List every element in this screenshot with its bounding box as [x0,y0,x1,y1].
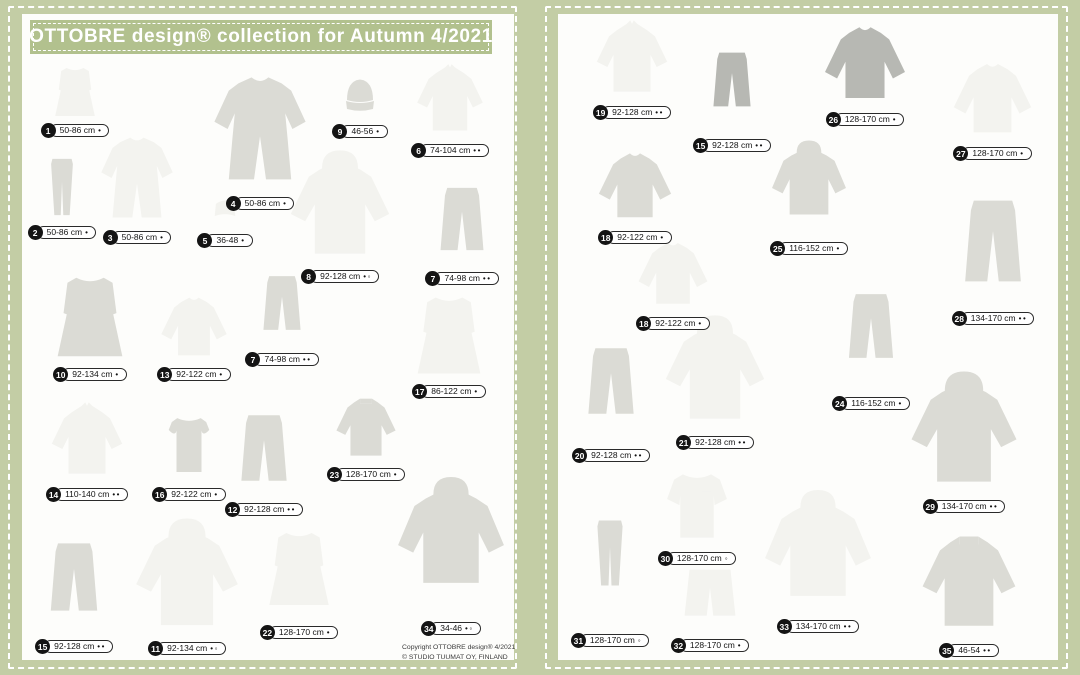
hoodie-icon [755,478,881,618]
item-size-pill [157,642,226,656]
item-size-text: 50-86 cm [59,125,96,136]
tshirt-icon [645,462,749,550]
item-number-badge: 30 [658,551,673,566]
catalog-item-right-31 [573,474,647,648]
item-label [301,269,379,284]
item-difficulty-dots: • [376,126,381,136]
item-difficulty-dots: • [892,114,898,124]
item-size-pill [430,622,480,636]
item-size-pill [948,644,998,658]
item-difficulty-dots: •• [1018,313,1028,323]
top-icon [570,145,700,229]
item-size-pill [680,639,749,653]
item-size-pill [685,436,754,450]
item-number-badge: 17 [412,384,427,399]
item-difficulty-dots: •• [634,450,643,460]
item-number-badge: 13 [157,367,172,382]
item-label [923,499,1006,514]
item-difficulty-dots: ◦ [637,635,643,645]
item-size-pill [421,385,485,399]
leggings-icon [30,150,94,224]
item-size-pill [44,640,113,654]
item-difficulty-dots: •• [473,145,482,155]
item-label [593,105,671,120]
pants-icon [425,168,499,270]
item-label [421,621,480,636]
catalog-item-right-28 [945,172,1041,326]
pants-icon [225,395,303,501]
hoodie-icon [765,122,853,240]
item-label [53,367,126,382]
item-number-badge: 31 [571,633,586,648]
item-label [671,638,749,653]
item-label [953,146,1031,161]
item-number-badge: 9 [332,124,347,139]
item-number-badge: 21 [676,435,691,450]
item-label [157,367,230,382]
item-label [225,502,303,517]
item-number-badge: 26 [826,112,841,127]
item-label [412,384,485,399]
catalog-item-left-11 [124,516,250,656]
item-difficulty-dots: •◦ [363,271,372,281]
item-size-text: 46-54 [958,645,981,656]
item-size-text: 74-104 cm [430,145,471,156]
item-difficulty-dots: • [836,243,841,253]
item-size-text: 92-128 cm [695,437,736,448]
item-label [598,230,671,245]
item-number-badge: 35 [939,643,954,658]
item-label [46,487,128,502]
item-number-badge: 20 [572,448,587,463]
collection-title: OTTOBRE design® collection for Autumn 4/2021 [29,26,493,47]
item-size-text: 128-170 cm [345,469,391,480]
copyright-line2: © STUDIO TUUMAT OY, FINLAND [402,654,508,662]
item-size-text: 92-128 cm [591,450,632,461]
dress-icon [28,62,122,122]
collection-title-band [30,20,492,54]
item-difficulty-dots: • [98,125,103,135]
catalog-item-right-32 [655,555,765,653]
item-number-badge: 6 [411,143,426,158]
hooded-jacket-icon [900,368,1028,498]
item-label [777,619,860,634]
jacket-icon [895,526,1043,642]
item-size-pill [434,272,498,286]
item-size-pill [235,197,295,211]
catalog-item-left-16 [148,408,230,502]
item-number-badge: 2 [28,225,43,240]
item-label [952,311,1035,326]
vest-icon [148,408,230,486]
item-size-text: 74-98 cm [264,354,300,365]
catalog-item-left-17 [394,288,504,399]
item-label [939,643,998,658]
item-label [245,352,318,367]
copyright-notice [402,643,520,663]
item-label [572,448,650,463]
item-label [832,396,910,411]
item-size-pill [206,234,252,248]
catalog-item-left-13 [148,290,240,382]
item-label [658,551,736,566]
catalog-item-right-20 [572,315,650,463]
catalog-item-left-14 [30,398,144,502]
item-size-pill [602,106,671,120]
shirt-icon [575,16,689,104]
item-label [770,241,848,256]
item-difficulty-dots: • [326,627,332,637]
item-difficulty-dots: • [241,235,246,245]
catalog-item-right-30 [645,462,749,566]
item-difficulty-dots: •• [755,140,764,150]
item-label [411,143,489,158]
item-size-text: 116-152 cm [851,398,896,409]
top-icon [795,18,935,111]
item-size-pill [62,368,126,382]
catalog-item-left-2 [30,150,94,240]
item-label [636,316,709,331]
catalog-item-left-9 [328,73,392,139]
item-difficulty-dots: •• [287,504,296,514]
item-size-pill [645,317,709,331]
item-number-badge: 3 [103,230,118,245]
item-number-badge: 29 [923,499,938,514]
item-size-pill [269,626,338,640]
item-number-badge: 15 [693,138,708,153]
item-size-pill [779,242,848,256]
top-icon [148,290,240,366]
item-label [103,230,172,245]
catalog-item-left-34 [388,450,514,636]
item-label [197,233,252,248]
item-number-badge: 12 [225,502,240,517]
pants-icon [833,257,909,395]
item-size-pill [786,620,860,634]
catalog-item-left-12 [225,395,303,517]
item-difficulty-dots: • [160,232,165,242]
item-number-badge: 15 [35,639,50,654]
item-difficulty-dots: • [474,386,479,396]
item-size-text: 128-170 cm [844,114,890,125]
item-size-text: 134-170 cm [941,501,987,512]
item-number-badge: 19 [593,105,608,120]
item-label [148,641,226,656]
item-difficulty-dots: •• [843,621,853,631]
item-size-text: 128-170 cm [589,635,635,646]
item-size-pill [336,468,405,482]
item-difficulty-dots: • [660,232,665,242]
item-size-text: 50-86 cm [244,198,281,209]
catalog-item-right-15 [695,22,764,153]
item-size-pill [961,312,1035,326]
item-size-text: 110-140 cm [65,489,110,500]
item-number-badge: 27 [953,146,968,161]
item-label [226,196,295,211]
item-number-badge: 7 [425,271,440,286]
item-number-badge: 24 [832,396,847,411]
item-label [425,271,498,286]
catalog-item-left-10 [30,268,150,382]
item-difficulty-dots: • [393,469,399,479]
item-difficulty-dots: •◦ [210,643,219,653]
catalog-item-right-29 [900,368,1028,514]
top-icon [930,55,1055,145]
item-number-badge: 18 [636,316,651,331]
hoodie-icon [388,450,514,620]
item-difficulty-dots: • [214,489,219,499]
item-difficulty-dots: •• [482,273,492,283]
item-size-pill [254,353,318,367]
item-size-text: 92-128 cm [712,140,753,151]
item-size-pill [50,124,110,138]
item-size-text: 116-152 cm [789,243,834,254]
item-difficulty-dots: • [698,318,703,328]
beanie-icon [328,73,392,123]
hooded-jacket-icon [280,148,400,268]
item-difficulty-dots: • [85,227,90,237]
left-catalog-page [22,14,514,660]
item-difficulty-dots: •• [302,354,312,364]
item-label [332,124,387,139]
item-difficulty-dots: ◦ [724,553,730,563]
item-label [28,225,97,240]
item-size-pill [581,449,650,463]
shorts-icon [655,555,765,637]
item-number-badge: 1 [41,123,56,138]
item-difficulty-dots: •• [97,641,106,651]
item-size-pill [310,270,379,284]
item-size-text: 92-122 cm [617,232,658,243]
item-number-badge: 25 [770,241,785,256]
item-size-text: 92-128 cm [244,504,285,515]
item-size-text: 92-128 cm [320,271,361,282]
item-difficulty-dots: • [1020,148,1025,158]
item-difficulty-dots: • [283,198,288,208]
item-size-pill [420,144,489,158]
catalog-item-left-15 [34,516,114,654]
item-size-text: 128-170 cm [689,640,735,651]
dress-icon [30,268,150,366]
pants-icon [34,516,114,638]
item-size-pill [580,634,649,648]
item-difficulty-dots: •• [983,645,992,655]
item-size-text: 92-128 cm [54,641,95,652]
item-number-badge: 23 [327,467,342,482]
item-size-text: 50-86 cm [46,227,83,238]
item-size-text: 92-134 cm [72,369,113,380]
item-size-pill [932,500,1006,514]
catalog-item-left-7 [425,168,499,286]
item-size-text: 92-122 cm [171,489,212,500]
item-size-pill [835,113,904,127]
dress-icon [254,514,344,624]
catalog-item-right-18 [570,145,700,245]
item-difficulty-dots: •• [738,437,747,447]
pants-icon [700,22,764,137]
top-icon [615,232,731,315]
item-size-text: 50-86 cm [121,232,158,243]
copyright-line1: Copyright OTTOBRE design® 4/2021 [402,644,516,651]
item-number-badge: 34 [421,621,436,636]
item-size-text: 128-170 cm [972,148,1018,159]
pants-icon [572,315,650,447]
item-difficulty-dots: • [898,398,903,408]
item-difficulty-dots: • [737,640,743,650]
item-difficulty-dots: •• [655,107,664,117]
item-number-badge: 4 [226,196,241,211]
item-size-text: 46-56 [351,126,374,137]
item-size-pill [702,139,771,153]
leggings-icon [573,474,647,632]
item-size-pill [55,488,128,502]
right-catalog-page [558,14,1058,660]
pants-icon [945,172,1041,310]
catalog-item-right-24 [833,257,909,411]
item-size-text: 128-170 cm [278,627,324,638]
catalog-item-right-33 [755,478,881,634]
item-number-badge: 18 [598,230,613,245]
item-label [152,487,225,502]
item-size-text: 92-122 cm [655,318,696,329]
item-number-badge: 10 [53,367,68,382]
shirt-icon [30,398,144,486]
catalog-item-left-6 [395,60,505,158]
item-size-pill [607,231,671,245]
item-size-pill [841,397,910,411]
dress-icon [394,288,504,383]
item-number-badge: 28 [952,311,967,326]
overall-icon [90,127,184,229]
catalog-item-right-27 [930,55,1055,161]
item-number-badge: 32 [671,638,686,653]
item-number-badge: 5 [197,233,212,248]
item-number-badge: 14 [46,487,61,502]
catalog-item-right-25 [765,122,853,256]
item-label [260,625,338,640]
item-label [676,435,754,450]
item-size-text: 92-128 cm [612,107,653,118]
item-size-text: 74-98 cm [444,273,480,284]
item-size-pill [37,226,97,240]
item-label [35,639,113,654]
item-size-text: 92-134 cm [167,643,208,654]
item-difficulty-dots: • [115,369,120,379]
catalog-item-right-35 [895,526,1043,658]
item-size-pill [234,503,303,517]
item-difficulty-dots: •• [112,489,121,499]
item-number-badge: 8 [301,269,316,284]
item-size-pill [161,488,225,502]
item-size-text: 128-170 cm [676,553,722,564]
item-label [41,123,110,138]
item-difficulty-dots: •• [989,501,999,511]
item-label [571,633,649,648]
catalog-item-right-19 [575,16,689,120]
item-size-text: 134-170 cm [970,313,1016,324]
catalog-item-right-21 [655,312,775,450]
item-size-pill [341,125,387,139]
item-number-badge: 16 [152,487,167,502]
item-size-text: 86-122 cm [431,386,472,397]
shirt-icon [395,60,505,142]
item-size-text: 92-122 cm [176,369,217,380]
item-label [826,112,904,127]
catalog-item-right-26 [795,18,935,127]
item-label [327,467,405,482]
item-size-pill [962,147,1031,161]
item-size-text: 34-46 [440,623,463,634]
catalog-item-left-1 [28,62,122,138]
item-size-pill [112,231,172,245]
item-difficulty-dots: •◦ [465,623,474,633]
item-number-badge: 11 [148,641,163,656]
catalog-item-left-22 [254,514,344,640]
item-number-badge: 33 [777,619,792,634]
hooded-jacket-icon [124,516,250,640]
catalog-item-left-3 [90,127,184,245]
item-difficulty-dots: • [219,369,224,379]
item-size-pill [166,368,230,382]
item-size-text: 134-170 cm [795,621,841,632]
item-number-badge: 22 [260,625,275,640]
item-size-pill [667,552,736,566]
item-label [693,138,771,153]
item-number-badge: 7 [245,352,260,367]
item-size-text: 36-48 [216,235,239,246]
